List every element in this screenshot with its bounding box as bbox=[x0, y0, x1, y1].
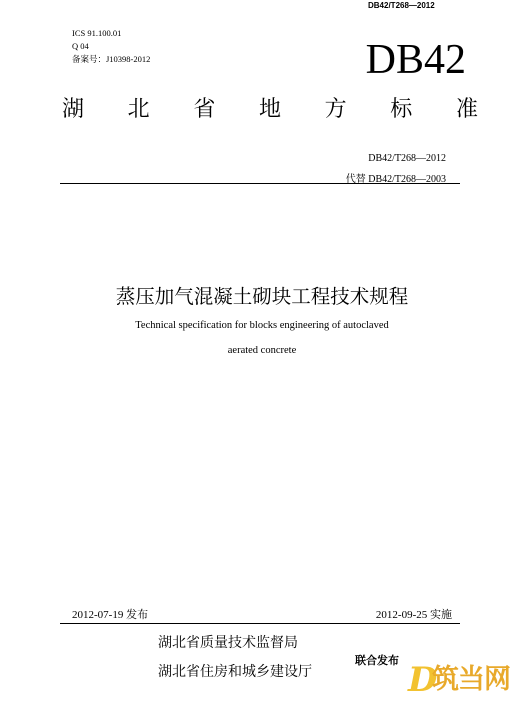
header-divider bbox=[60, 183, 460, 184]
standard-type-char: 湖 bbox=[62, 97, 85, 122]
issuer-quality-bureau: 湖北省质量技术监督局 bbox=[158, 635, 298, 651]
effective-date: 2012-09-25 实施 bbox=[375, 609, 452, 621]
replaces-standard: 代替 DB42/T268—2003 bbox=[345, 174, 446, 185]
province-code: DB42 bbox=[365, 37, 466, 83]
record-number: 备案号：J10398-2012 bbox=[72, 54, 151, 64]
standard-type-char: 标 bbox=[390, 97, 413, 122]
standard-type-char: 方 bbox=[324, 97, 347, 122]
watermark-text: 筑当网 bbox=[432, 664, 510, 695]
joint-issue-label: 联合发布 bbox=[355, 654, 399, 667]
watermark-letter: D bbox=[408, 660, 438, 700]
top-standard-code: DB42/T268—2012 bbox=[368, 1, 435, 10]
standard-type-char: 北 bbox=[127, 97, 150, 122]
watermark-logo bbox=[408, 662, 518, 698]
category-code: Q 04 bbox=[72, 41, 89, 51]
standard-type-title bbox=[62, 92, 478, 123]
standard-number: DB42/T268—2012 bbox=[368, 153, 446, 164]
ics-code: ICS 91.100.01 bbox=[72, 28, 122, 38]
footer-divider bbox=[60, 623, 460, 624]
document-title-en-line2: aerated concrete bbox=[227, 345, 297, 356]
standard-type-char: 地 bbox=[258, 97, 281, 122]
standard-type-char: 准 bbox=[455, 97, 478, 122]
standard-type-char: 省 bbox=[193, 97, 216, 122]
document-title-cn: 蒸压加气混凝土砌块工程技术规程 bbox=[115, 285, 409, 308]
issuer-housing-department: 湖北省住房和城乡建设厅 bbox=[158, 664, 312, 680]
issue-date: 2012-07-19 发布 bbox=[72, 609, 149, 621]
document-title-en-line1: Technical specification for blocks engineering of autoclaved bbox=[135, 320, 389, 331]
